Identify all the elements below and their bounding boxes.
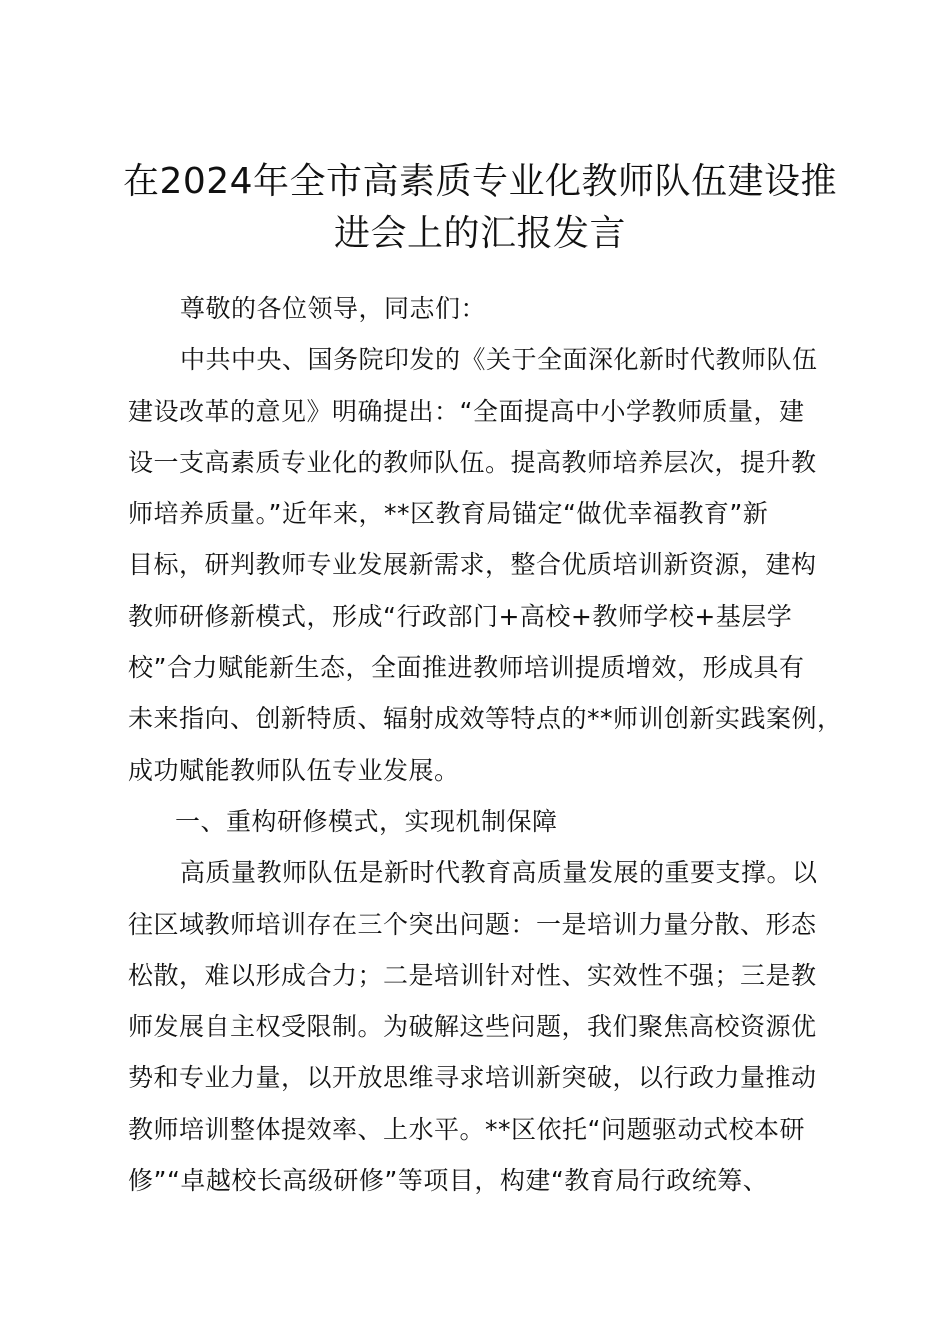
document-body	[128, 283, 858, 1206]
salutation: 尊敬的各位领导，同志们：	[180, 294, 487, 323]
paragraph-line: 中共中央、国务院印发的《关于全面深化新时代教师队伍	[180, 345, 818, 375]
paragraph-line: 成功赋能教师队伍专业发展。	[128, 755, 460, 785]
section-heading: 一、重构研修模式，实现机制保障	[175, 806, 558, 836]
paragraph-line: 修”“卓越校长高级研修”等项目，构建“教育局行政统筹、	[128, 1166, 769, 1196]
paragraph-line: 往区域教师培训存在三个突出问题：一是培训力量分散、形态	[128, 909, 817, 939]
paragraph-line: 设一支高素质专业化的教师队伍。提高教师培养层次，提升教	[128, 447, 817, 477]
paragraph-line: 未来指向、创新特质、辐射成效等特点的**师训创新实践案例，	[128, 704, 843, 734]
paragraph-line: 目标，研判教师专业发展新需求，整合优质培训新资源，建构	[128, 550, 817, 580]
paragraph-line: 高质量教师队伍是新时代教育高质量发展的重要支撑。以	[180, 858, 818, 888]
paragraph-line: 师培养质量。”近年来，**区教育局锚定“做优幸福教育”新	[128, 499, 769, 529]
title-line-2: 进会上的汇报发言	[333, 213, 626, 254]
paragraph-line: 师发展自主权受限制。为破解这些问题，我们聚焦高校资源优	[128, 1012, 817, 1042]
paragraph-line: 教师培训整体提效率、上水平。**区依托“问题驱动式校本研	[128, 1114, 805, 1144]
paragraph-line: 势和专业力量，以开放思维寻求培训新突破，以行政力量推动	[128, 1063, 817, 1093]
paragraph-line: 教师研修新模式，形成“行政部门+高校+教师学校+基层学	[128, 601, 793, 631]
paragraph-line: 建设改革的意见》明确提出：“全面提高中小学教师质量，建	[128, 396, 805, 426]
title-line-1: 在2024年全市高素质专业化教师队伍建设推	[122, 161, 838, 202]
document-title	[100, 156, 860, 260]
paragraph-line: 校”合力赋能新生态，全面推进教师培训提质增效，形成具有	[128, 653, 805, 683]
paragraph-line: 松散，难以形成合力；二是培训针对性、实效性不强；三是教	[128, 960, 817, 990]
